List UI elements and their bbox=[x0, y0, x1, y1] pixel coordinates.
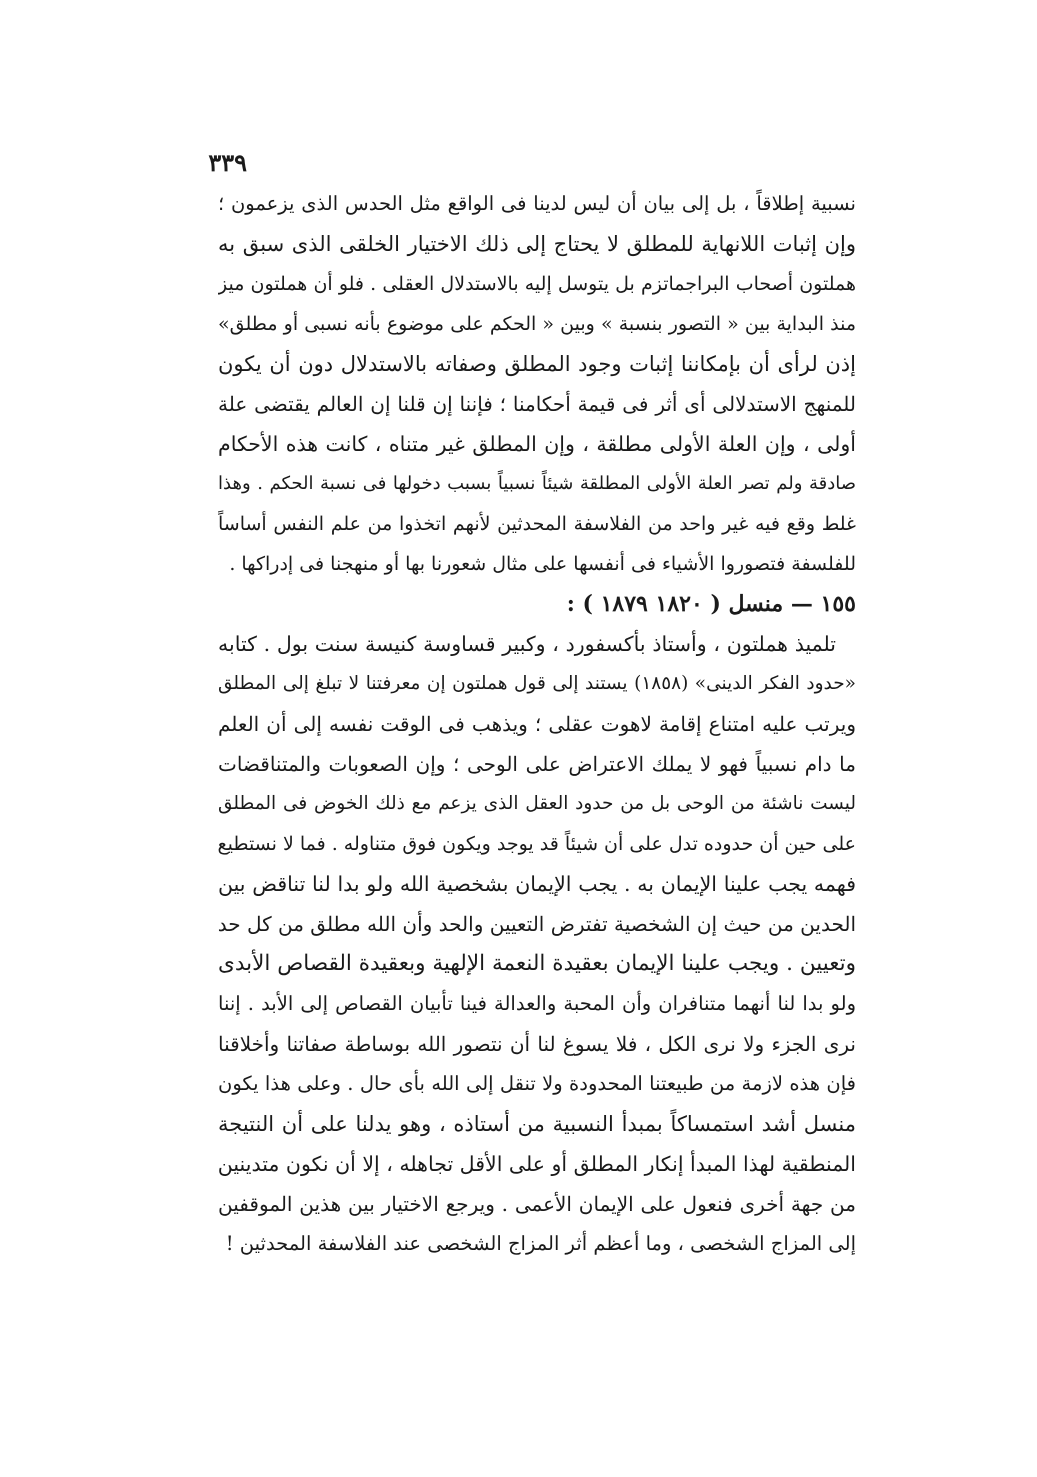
page-number: ٣٣٩ bbox=[208, 148, 247, 177]
body-text bbox=[218, 184, 856, 1264]
section-heading: ١٥٥ — منسل ( ١٨٢٠ ١٨٧٩ ) : bbox=[566, 591, 856, 617]
text-line: ويرتب عليه امتناع إقامة لاهوت عقلى ؛ ويذهب فى الوقت نفسه إلى أن العلم bbox=[218, 712, 856, 736]
text-line: وتعيين . ويجب علينا الإيمان بعقيدة النعمة الإلهية وبعقيدة القصاص الأبدى bbox=[218, 951, 856, 976]
text-line: غلط وقع فيه غير واحد من الفلاسفة المحدثين لأنهم اتخذوا من علم النفس أساساً bbox=[218, 513, 856, 535]
text-line: ولو بدا لنا أنهما متنافران وأن المحبة والعدالة فينا تأبيان القصاص إلى الأبد . إننا bbox=[218, 992, 856, 1015]
text-line: نسبية إطلاقاً ، بل إلى بيان أن ليس لدينا فى الواقع مثل الحدس الذى يزعمون ؛ bbox=[218, 192, 856, 215]
text-line: ما دام نسبياً فهو لا يملك الاعتراض على الوحى ؛ وإن الصعوبات والمتناقضات bbox=[218, 752, 856, 776]
text-line: إذن لرأى أن بإمكاننا إثبات وجود المطلق وصفاته بالاستدلال دون أن يكون bbox=[218, 352, 856, 376]
text-line: للفلسفة فتصوروا الأشياء فى أنفسها على مثال شعورنا بها أو منهجنا فى إدراكها . bbox=[229, 553, 856, 575]
text-line: «حدود الفكر الدينى» (١٨٥٨) يستند إلى قول هملتون إن معرفتنا لا تبلغ إلى المطلق bbox=[218, 673, 856, 694]
text-line: من جهة أخرى فنعول على الإيمان الأعمى . ويرجع الاختيار بين هذين الموقفين bbox=[218, 1192, 856, 1216]
text-line: فهمه يجب علينا الإيمان به . يجب الإيمان بشخصية الله ولو بدا لنا تناقض بين bbox=[218, 872, 856, 896]
text-line: على حين أن حدوده تدل على أن شيئاً قد يوجد ويكون فوق متناوله . فما لا نستطيع bbox=[218, 833, 856, 855]
text-line: صادقة ولم تصر العلة الأولى المطلقة شيئاً نسبياً بسبب دخولها فى نسبة الحكم . وهذا bbox=[218, 473, 856, 494]
text-line: هملتون أصحاب البراجماتزم بل يتوسل إليه بالاستدلال العقلى . فلو أن هملتون ميز bbox=[218, 273, 856, 295]
text-line: منذ البداية بين « التصور بنسبة » وبين « الحكم على موضوع بأنه نسبى أو مطلق» bbox=[218, 313, 856, 335]
text-line: ليست ناشئة من الوحى بل من حدود العقل الذى يزعم مع ذلك الخوض فى المطلق bbox=[218, 793, 856, 814]
text-line: وإن إثبات اللانهاية للمطلق لا يحتاج إلى ذلك الاختيار الخلقى الذى سبق به bbox=[218, 232, 856, 256]
text-line: تلميذ هملتون ، وأستاذ بأكسفورد ، وكبير قساوسة كنيسة سنت بول . كتابه bbox=[218, 632, 836, 656]
text-line: منسل أشد استمساكاً بمبدأ النسبية من أستاذه ، وهو يدلنا على أن النتيجة bbox=[218, 1112, 856, 1136]
text-line: الحدين من حيث إن الشخصية تفترض التعيين والحد وأن الله مطلق من كل حد bbox=[218, 912, 856, 936]
text-line: إلى المزاج الشخصى ، وما أعظم أثر المزاج الشخصى عند الفلاسفة المحدثين ! bbox=[225, 1232, 856, 1255]
text-line: فإن هذه لازمة من طبيعتنا المحدودة ولا تنقل إلى الله بأى حال . وعلى هذا يكون bbox=[218, 1072, 856, 1095]
text-line: المنطقية لهذا المبدأ إنكار المطلق أو على الأقل تجاهله ، إلا أن نكون متدينين bbox=[218, 1152, 856, 1176]
text-line: أولى ، وإن العلة الأولى مطلقة ، وإن المطلق غير متناه ، كانت هذه الأحكام bbox=[218, 432, 856, 456]
text-line: نرى الجزء ولا نرى الكل ، فلا يسوغ لنا أن نتصور الله بوساطة صفاتنا وأخلاقنا bbox=[218, 1032, 856, 1056]
text-line: للمنهج الاستدلالى أى أثر فى قيمة أحكامنا ؛ فإننا إن قلنا إن العالم يقتضى علة bbox=[218, 392, 856, 416]
